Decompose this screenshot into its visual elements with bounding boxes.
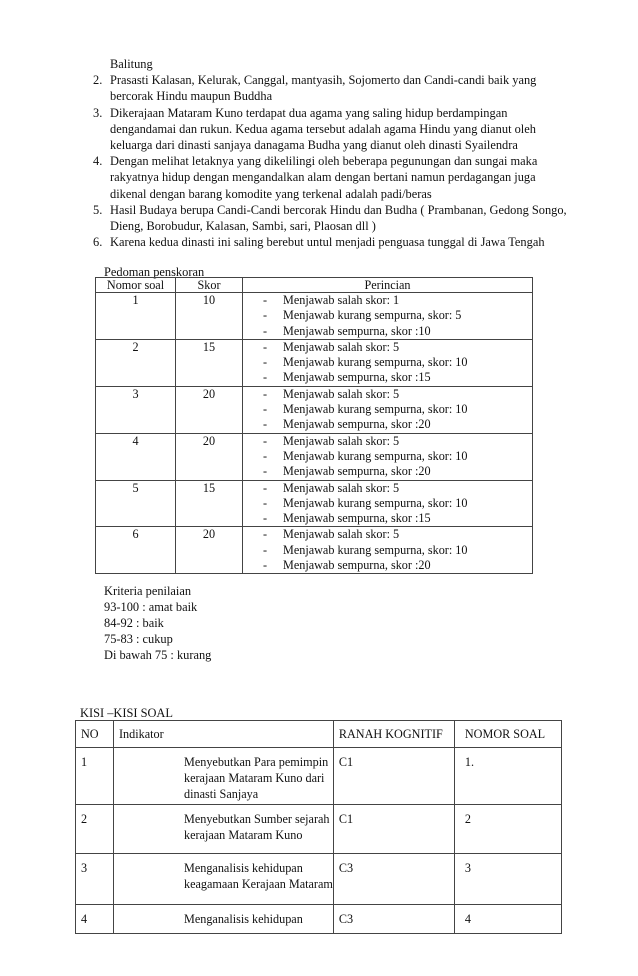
bullet-dash: - [263, 495, 268, 510]
table-row [76, 805, 562, 854]
detail-text: Menjawab salah skor: 5 [283, 339, 400, 354]
cell-ranah: C1 [333, 748, 454, 805]
answer-number: 6. [93, 235, 103, 250]
cell-ranah: C3 [333, 854, 454, 905]
detail-text: Menjawab sempurna, skor :20 [283, 464, 431, 479]
cell-nomor: 3 [96, 386, 176, 433]
answer-line: dengandamai dan rukun. Kedua agama tersebut adalah agama Hindu yang dianut oleh [110, 121, 536, 136]
answer-line: dikenal dengan barang komodite yang terkenal adalah padi/beras [110, 186, 432, 201]
detail-text: Menjawab salah skor: 5 [283, 480, 400, 495]
cell-perincian [243, 339, 533, 386]
answer-item-1-continuation [93, 56, 593, 72]
cell-skor: 20 [176, 433, 243, 480]
header-no: NO [76, 721, 114, 748]
answer-item-3 [93, 105, 593, 154]
table-row [96, 480, 533, 527]
cell-perincian [243, 527, 533, 574]
answer-line: keluarga dari dinasti sanjaya danagama Budha yang dianut oleh dinasti Syailendra [110, 138, 518, 153]
table-row [96, 433, 533, 480]
detail-text: Menjawab kurang sempurna, skor: 10 [283, 355, 468, 370]
cell-skor: 15 [176, 480, 243, 527]
cell-nomor: 1 [96, 293, 176, 340]
cell-ranah: C1 [333, 805, 454, 854]
indikator-line: Menganalisis kehidupan [184, 861, 303, 875]
detail-text: Menjawab sempurna, skor :15 [283, 511, 431, 526]
header-indikator: Indikator [114, 721, 334, 748]
cell-nomor: 2 [96, 339, 176, 386]
cell-perincian [243, 480, 533, 527]
grading-criteria [104, 583, 211, 663]
detail-text: Menjawab kurang sempurna, skor: 10 [283, 542, 468, 557]
table-row [96, 527, 533, 574]
answer-number: 4. [93, 154, 103, 169]
cell-ranah: C3 [333, 905, 454, 934]
criteria-item: 93-100 : amat baik [104, 600, 198, 614]
answer-list [93, 56, 593, 250]
cell-nomor-soal: 1. [454, 748, 561, 805]
table-row [76, 748, 562, 805]
bullet-dash: - [263, 402, 268, 417]
answer-number: 2. [93, 73, 103, 88]
indikator-line: kerajaan Mataram Kuno dari [184, 771, 325, 785]
answer-line: Karena kedua dinasti ini saling berebut untul menjadi penguasa tunggal di Jawa Tengah [110, 235, 545, 250]
header-ranah-kognitif: RANAH KOGNITIF [333, 721, 454, 748]
bullet-dash: - [263, 527, 268, 542]
answer-line: bercorak Hindu maupun Buddha [110, 89, 273, 104]
table-row [76, 854, 562, 905]
indikator-line: kerajaan Mataram Kuno [184, 828, 303, 842]
detail-text: Menjawab salah skor: 5 [283, 386, 400, 401]
header-nomor-soal: Nomor soal [96, 278, 176, 293]
detail-text: Menjawab salah skor: 1 [283, 293, 400, 307]
table-row [96, 339, 533, 386]
header-skor: Skor [176, 278, 243, 293]
criteria-title: Kriteria penilaian [104, 584, 192, 598]
bullet-dash: - [263, 386, 268, 401]
scoring-table [95, 277, 533, 574]
detail-text: Menjawab salah skor: 5 [283, 527, 400, 542]
cell-nomor-soal: 3 [454, 854, 561, 905]
answer-line: Dikerajaan Mataram Kuno terdapat dua agama yang saling hidup berdampingan [110, 105, 508, 120]
cell-no: 2 [76, 805, 114, 854]
bullet-dash: - [263, 323, 268, 338]
cell-no: 4 [76, 905, 114, 934]
answer-line: Dengan melihat letaknya yang dikelilingi oleh beberapa pegunungan dan sungai maka [110, 154, 538, 169]
answer-line: Balitung [110, 57, 153, 71]
bullet-dash: - [263, 355, 268, 370]
answer-number: 5. [93, 202, 103, 217]
kisi-kisi-title: KISI –KISI SOAL [80, 706, 173, 720]
answer-line: Prasasti Kalasan, Kelurak, Canggal, mantyasih, Sojomerto dan Candi-candi baik yang [110, 73, 537, 88]
bullet-dash: - [263, 511, 268, 526]
answer-line: Dieng, Borobudur, Kalasan, Sambi, sari, Plaosan dll ) [110, 219, 376, 234]
cell-indikator [114, 905, 334, 934]
cell-skor: 15 [176, 339, 243, 386]
answer-item-2 [93, 72, 593, 104]
detail-text: Menjawab kurang sempurna, skor: 5 [283, 308, 462, 323]
header-nomor-soal: NOMOR SOAL [454, 721, 561, 748]
cell-no: 3 [76, 854, 114, 905]
detail-text: Menjawab kurang sempurna, skor: 10 [283, 495, 468, 510]
table-row [76, 905, 562, 934]
bullet-dash: - [263, 293, 268, 307]
cell-indikator [114, 748, 334, 805]
cell-perincian [243, 293, 533, 340]
cell-nomor: 6 [96, 527, 176, 574]
bullet-dash: - [263, 433, 268, 448]
cell-nomor: 4 [96, 433, 176, 480]
cell-no: 1 [76, 748, 114, 805]
bullet-dash: - [263, 480, 268, 495]
answer-line: rakyatnya hidup dengan mengandalkan alam dengan bertani namun perdagangan juga [110, 170, 536, 185]
bullet-dash: - [263, 464, 268, 479]
detail-text: Menjawab kurang sempurna, skor: 10 [283, 448, 468, 463]
cell-perincian [243, 433, 533, 480]
cell-skor: 10 [176, 293, 243, 340]
table-row [96, 293, 533, 340]
cell-nomor-soal: 2 [454, 805, 561, 854]
answer-line: Hasil Budaya berupa Candi-Candi bercorak Hindu dan Budha ( Prambanan, Gedong Songo, [110, 202, 567, 217]
cell-nomor: 5 [96, 480, 176, 527]
answer-item-6 [93, 234, 593, 250]
criteria-item: 75-83 : cukup [104, 632, 173, 646]
criteria-item: 84-92 : baik [104, 616, 164, 630]
indikator-line: keagamaan Kerajaan Mataram [184, 877, 333, 891]
indikator-line: Menganalisis kehidupan [184, 912, 303, 926]
scoring-table-header [96, 278, 533, 293]
detail-text: Menjawab salah skor: 5 [283, 433, 400, 448]
bullet-dash: - [263, 308, 268, 323]
kisi-table-header [76, 721, 562, 748]
detail-text: Menjawab sempurna, skor :20 [283, 558, 431, 573]
answer-item-4 [93, 153, 593, 202]
criteria-item: Di bawah 75 : kurang [104, 648, 212, 662]
indikator-line: Menyebutkan Sumber sejarah [184, 812, 330, 826]
bullet-dash: - [263, 339, 268, 354]
bullet-dash: - [263, 558, 268, 573]
indikator-line: Menyebutkan Para pemimpin [184, 755, 329, 769]
detail-text: Menjawab sempurna, skor :20 [283, 417, 431, 432]
detail-text: Menjawab sempurna, skor :15 [283, 370, 431, 385]
bullet-dash: - [263, 370, 268, 385]
kisi-kisi-table [75, 720, 562, 934]
answer-number: 3. [93, 105, 103, 120]
cell-perincian [243, 386, 533, 433]
bullet-dash: - [263, 417, 268, 432]
detail-text: Menjawab kurang sempurna, skor: 10 [283, 402, 468, 417]
indikator-line: dinasti Sanjaya [184, 787, 259, 801]
cell-skor: 20 [176, 386, 243, 433]
cell-skor: 20 [176, 527, 243, 574]
cell-indikator [114, 805, 334, 854]
header-perincian: Perincian [243, 278, 533, 293]
table-row [96, 386, 533, 433]
cell-indikator [114, 854, 334, 905]
answer-item-5 [93, 202, 593, 234]
cell-nomor-soal: 4 [454, 905, 561, 934]
scoring-guide-title: Pedoman penskoran [104, 265, 205, 279]
bullet-dash: - [263, 542, 268, 557]
detail-text: Menjawab sempurna, skor :10 [283, 323, 431, 338]
bullet-dash: - [263, 448, 268, 463]
